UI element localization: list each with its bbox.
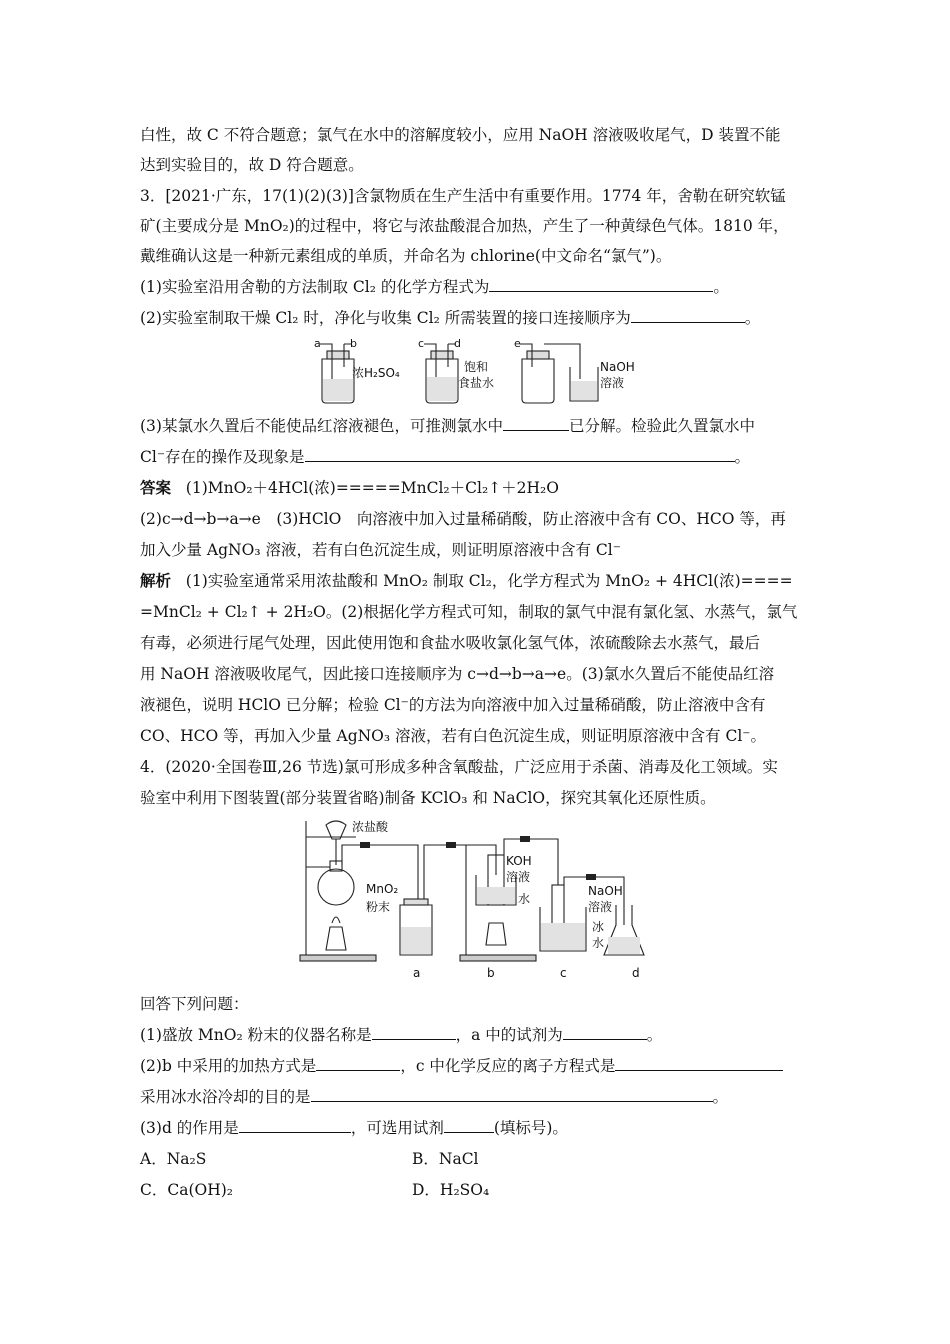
koh-label: KOH xyxy=(506,854,532,868)
option-b[interactable]: B．NaCl xyxy=(412,1150,479,1168)
q-text: (填标号)。 xyxy=(493,1119,568,1137)
text-line: 有毒，必须进行尾气处理，因此使用饱和食盐水吸收氯化氢气体，浓硫酸除去水蒸气，最后 xyxy=(140,634,761,652)
answer-blank[interactable] xyxy=(372,1024,456,1040)
q-text: (3)某氯水久置后不能使品红溶液褪色，可推测氯水中 xyxy=(140,417,503,435)
answer-blank[interactable] xyxy=(311,1086,713,1102)
q-text: Cl⁻存在的操作及现象是 xyxy=(140,448,305,466)
q-text: ，a 中的试剂为 xyxy=(455,1026,563,1044)
q-text: (2)b 中采用的加热方式是 xyxy=(140,1057,317,1075)
q-text: 采用冰水浴冷却的目的是 xyxy=(140,1088,311,1106)
q-text: 。 xyxy=(646,1026,663,1044)
port-d-label: d xyxy=(454,337,461,350)
explanation-label: 解析 xyxy=(140,571,172,590)
question-3-3-cont xyxy=(140,446,830,468)
powder-label: 粉末 xyxy=(366,900,391,914)
apparatus-figure-2 xyxy=(296,815,676,985)
h2so4-label: 浓H₂SO₄ xyxy=(352,366,400,380)
explanation-text: (1)实验室通常采用浓盐酸和 MnO₂ 制取 Cl₂，化学方程式为 MnO₂ + 4HCl(浓)==== xyxy=(185,572,793,590)
text-line: 矿(主要成分是 MnO₂)的过程中，将它与浓盐酸混合加热，产生了一种黄绿色气体。1810 年， xyxy=(140,217,789,235)
solution-label: 溶液 xyxy=(600,376,625,390)
text-line: 验室中利用下图装置(部分装置省略)制备 KClO₃ 和 NaClO，探究其氧化还原性质。 xyxy=(140,789,716,807)
option-a[interactable]: A．Na₂S xyxy=(140,1150,207,1168)
answer-blank[interactable] xyxy=(305,446,735,462)
naoh-label: NaOH xyxy=(600,360,635,374)
text-line: 加入少量 AgNO₃ 溶液，若有白色沉淀生成，则证明原溶液中含有 Cl⁻ xyxy=(140,541,621,559)
question-4-2 xyxy=(140,1055,830,1077)
option-d[interactable]: D．H₂SO₄ xyxy=(412,1181,490,1199)
water-label: 水 xyxy=(518,892,531,906)
vessel-c-label: c xyxy=(560,966,567,980)
answer-label: 答案 xyxy=(140,478,172,497)
answer-blank[interactable] xyxy=(444,1117,494,1133)
question-4-1 xyxy=(140,1024,830,1046)
q-text: 。 xyxy=(713,278,729,296)
ice-label: 冰 xyxy=(592,920,605,934)
question-3-title: 3．[2021·广东，17(1)(2)(3)]含氯物质在生产生活中有重要作用。1774 年，舍勒在研究软锰 xyxy=(140,187,786,205)
answer-blank[interactable] xyxy=(631,307,745,323)
naoh-label: NaOH xyxy=(588,884,623,898)
text-line: CO、HCO 等，再加入少量 AgNO₃ 溶液，若有白色沉淀生成，则证明原溶液中含有 Cl⁻。 xyxy=(140,727,766,745)
apparatus-figure-1 xyxy=(310,337,640,407)
answer-blank[interactable] xyxy=(615,1055,783,1071)
q-text: (2)实验室制取干燥 Cl₂ 时，净化与收集 Cl₂ 所需装置的接口连接顺序为 xyxy=(140,309,631,327)
q-text: 。 xyxy=(712,1088,729,1106)
question-4-3 xyxy=(140,1117,830,1139)
text-line: 白性，故 C 不符合题意；氯气在水中的溶解度较小，应用 NaOH 溶液吸收尾气，D 装置不能 xyxy=(140,126,781,144)
question-3-3 xyxy=(140,415,830,437)
koh-solution-label: 溶液 xyxy=(506,870,531,884)
vessel-a-label: a xyxy=(413,966,421,980)
hcl-label: 浓盐酸 xyxy=(352,820,389,834)
q-text: 。 xyxy=(744,309,761,327)
q-text: (1)实验室沿用舍勒的方法制取 Cl₂ 的化学方程式为 xyxy=(140,278,490,296)
question-3-2 xyxy=(140,307,830,329)
q-text: 。 xyxy=(734,448,751,466)
text-line: =MnCl₂ + Cl₂↑ + 2H₂O。(2)根据化学方程式可知，制取的氯气中混有氯化氢、水蒸气，氯气 xyxy=(140,603,798,621)
saturated-label: 饱和 xyxy=(464,360,489,374)
q-text: ，可选用试剂 xyxy=(350,1119,444,1137)
mno2-label: MnO₂ xyxy=(366,882,399,896)
port-c-label: c xyxy=(418,337,425,350)
ice-water-label: 水 xyxy=(592,936,605,950)
q-text: (1)盛放 MnO₂ 粉末的仪器名称是 xyxy=(140,1026,372,1044)
brine-label: 食盐水 xyxy=(458,376,495,390)
naoh-solution-label: 溶液 xyxy=(588,900,613,914)
answer-blank[interactable] xyxy=(503,415,569,431)
answer-blank[interactable] xyxy=(316,1055,400,1071)
answer-blank[interactable] xyxy=(563,1024,647,1040)
question-4-2-cont xyxy=(140,1086,830,1108)
question-3-1 xyxy=(140,276,830,298)
q-text: 已分解。检验此久置氯水中 xyxy=(568,417,755,435)
explanation-line xyxy=(140,570,830,592)
text-line: 达到实验目的，故 D 符合题意。 xyxy=(140,156,364,174)
option-c[interactable]: C．Ca(OH)₂ xyxy=(140,1181,233,1199)
port-a-label: a xyxy=(314,337,321,350)
port-e-label: e xyxy=(514,337,521,350)
text-line: 回答下列问题： xyxy=(140,995,249,1013)
q-text: (3)d 的作用是 xyxy=(140,1119,239,1137)
text-line: 用 NaOH 溶液吸收尾气，因此接口连接顺序为 c→d→b→a→e。(3)氯水久置后不能使品红溶 xyxy=(140,665,775,683)
text-line: (2)c→d→b→a→e (3)HClO 向溶液中加入过量稀硝酸，防止溶液中含有 CO、HCO 等，再 xyxy=(140,510,786,528)
text-line: 戴维确认这是一种新元素组成的单质，并命名为 chlorine(中文命名“氯气”)。 xyxy=(140,247,672,265)
question-4-title: 4．(2020·全国卷Ⅲ,26 节选)氯可形成多种含氧酸盐，广泛应用于杀菌、消毒及化工领域。实 xyxy=(140,758,778,776)
answer-text: (1)MnO₂＋4HCl(浓)=====MnCl₂＋Cl₂↑＋2H₂O xyxy=(185,479,559,497)
vessel-b-label: b xyxy=(487,966,495,980)
vessel-d-label: d xyxy=(632,966,640,980)
port-b-label: b xyxy=(350,337,357,350)
answer-blank[interactable] xyxy=(489,276,713,292)
text-line: 液褪色，说明 HClO 已分解；检验 Cl⁻的方法为向溶液中加入过量稀硝酸，防止溶液中含有 xyxy=(140,696,766,714)
answer-line xyxy=(140,477,830,499)
q-text: ，c 中化学反应的离子方程式是 xyxy=(400,1057,616,1075)
answer-blank[interactable] xyxy=(239,1117,351,1133)
